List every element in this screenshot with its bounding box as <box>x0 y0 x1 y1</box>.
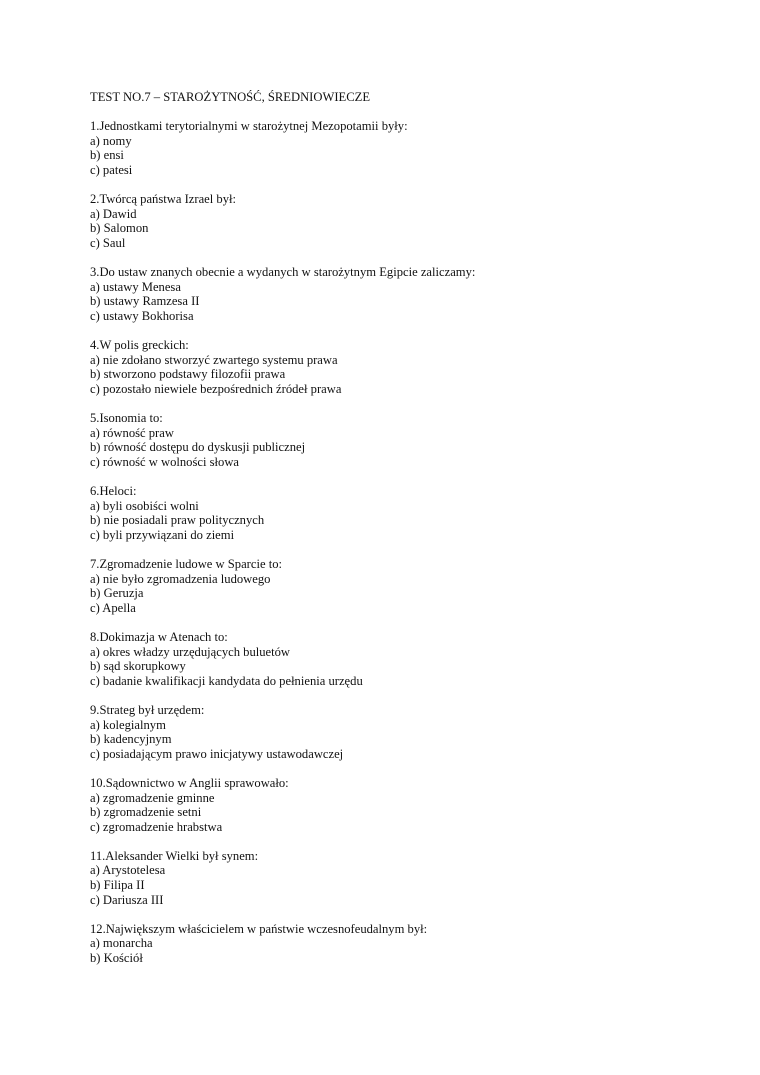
answer-option: b) kadencyjnym <box>90 732 172 747</box>
question-text: 1.Jednostkami terytorialnymi w starożytnej Mezopotamii były: <box>90 119 408 134</box>
question-text: 2.Twórcą państwa Izrael był: <box>90 192 236 207</box>
question-text: 7.Zgromadzenie ludowe w Sparcie to: <box>90 557 282 571</box>
answer-option: c) patesi <box>90 162 133 177</box>
answer-option: a) Arystotelesa <box>90 863 166 878</box>
answer-option: c) pozostało niewiele bezpośrednich źródeł prawa <box>90 381 342 396</box>
answer-option: b) Filipa II <box>90 878 145 893</box>
answer-option: b) sąd skorupkowy <box>90 659 186 674</box>
answer-option: b) nie posiadali praw politycznych <box>90 513 265 528</box>
question-8 <box>90 630 710 688</box>
answer-option: c) Dariusza III <box>90 892 164 907</box>
answer-option: b) ensi <box>90 148 124 163</box>
question-2 <box>90 192 710 250</box>
question-text: 12.Największym właścicielem w państwie wczesnofeudalnym był: <box>90 921 428 936</box>
question-text: 10.Sądownictwo w Anglii sprawowało: <box>90 775 289 790</box>
answer-option: b) Kościół <box>90 951 143 966</box>
test-title: TEST NO.7 – STAROŻYTNOŚĆ, ŚREDNIOWIECZE <box>90 90 371 104</box>
answer-option: b) zgromadzenie setni <box>90 805 202 820</box>
question-1 <box>90 119 710 177</box>
answer-option: a) nie zdołano stworzyć zwartego systemu prawa <box>90 352 338 367</box>
question-text: 8.Dokimazja w Atenach to: <box>90 629 228 644</box>
answer-option: c) równość w wolności słowa <box>90 454 239 469</box>
question-11 <box>90 849 710 907</box>
question-10 <box>90 776 710 834</box>
question-7 <box>90 557 710 615</box>
question-text: 6.Heloci: <box>90 484 137 499</box>
question-list <box>90 119 710 965</box>
answer-option: c) Apella <box>90 600 136 615</box>
answer-option: a) równość praw <box>90 425 174 440</box>
answer-option: a) byli osobiści wolni <box>90 498 199 513</box>
answer-option: c) posiadającym prawo inicjatywy ustawodawczej <box>90 746 344 761</box>
answer-option: a) monarcha <box>90 936 153 951</box>
answer-option: c) Saul <box>90 235 126 250</box>
answer-option: a) ustawy Menesa <box>90 279 181 294</box>
question-text: 4.W polis greckich: <box>90 338 189 353</box>
answer-option: c) byli przywiązani do ziemi <box>90 527 235 542</box>
question-9 <box>90 703 710 761</box>
answer-option: b) stworzono podstawy filozofii prawa <box>90 367 286 382</box>
answer-option: c) zgromadzenie hrabstwa <box>90 819 223 834</box>
answer-option: b) Salomon <box>90 221 149 236</box>
question-text: 9.Strateg był urzędem: <box>90 702 205 717</box>
question-text: 3.Do ustaw znanych obecnie a wydanych w starożytnym Egipcie zaliczamy: <box>90 265 476 280</box>
question-3 <box>90 265 710 323</box>
question-text: 5.Isonomia to: <box>90 411 163 426</box>
document-content <box>90 90 710 980</box>
question-6 <box>90 484 710 542</box>
answer-option: c) ustawy Bokhorisa <box>90 308 194 323</box>
answer-option: a) okres władzy urzędujących buluetów <box>90 644 291 659</box>
question-12 <box>90 922 710 966</box>
answer-option: b) Geruzja <box>90 586 144 601</box>
question-5 <box>90 411 710 469</box>
answer-option: b) równość dostępu do dyskusji publicznej <box>90 440 306 455</box>
question-text: 11.Aleksander Wielki był synem: <box>90 848 259 863</box>
answer-option: a) kolegialnym <box>90 717 166 732</box>
answer-option: b) ustawy Ramzesa II <box>90 294 200 309</box>
answer-option: a) nie było zgromadzenia ludowego <box>90 571 271 586</box>
answer-option: a) nomy <box>90 133 132 148</box>
answer-option: a) zgromadzenie gminne <box>90 790 215 805</box>
answer-option: a) Dawid <box>90 206 137 221</box>
answer-option: c) badanie kwalifikacji kandydata do pełnienia urzędu <box>90 673 363 688</box>
question-4 <box>90 338 710 396</box>
